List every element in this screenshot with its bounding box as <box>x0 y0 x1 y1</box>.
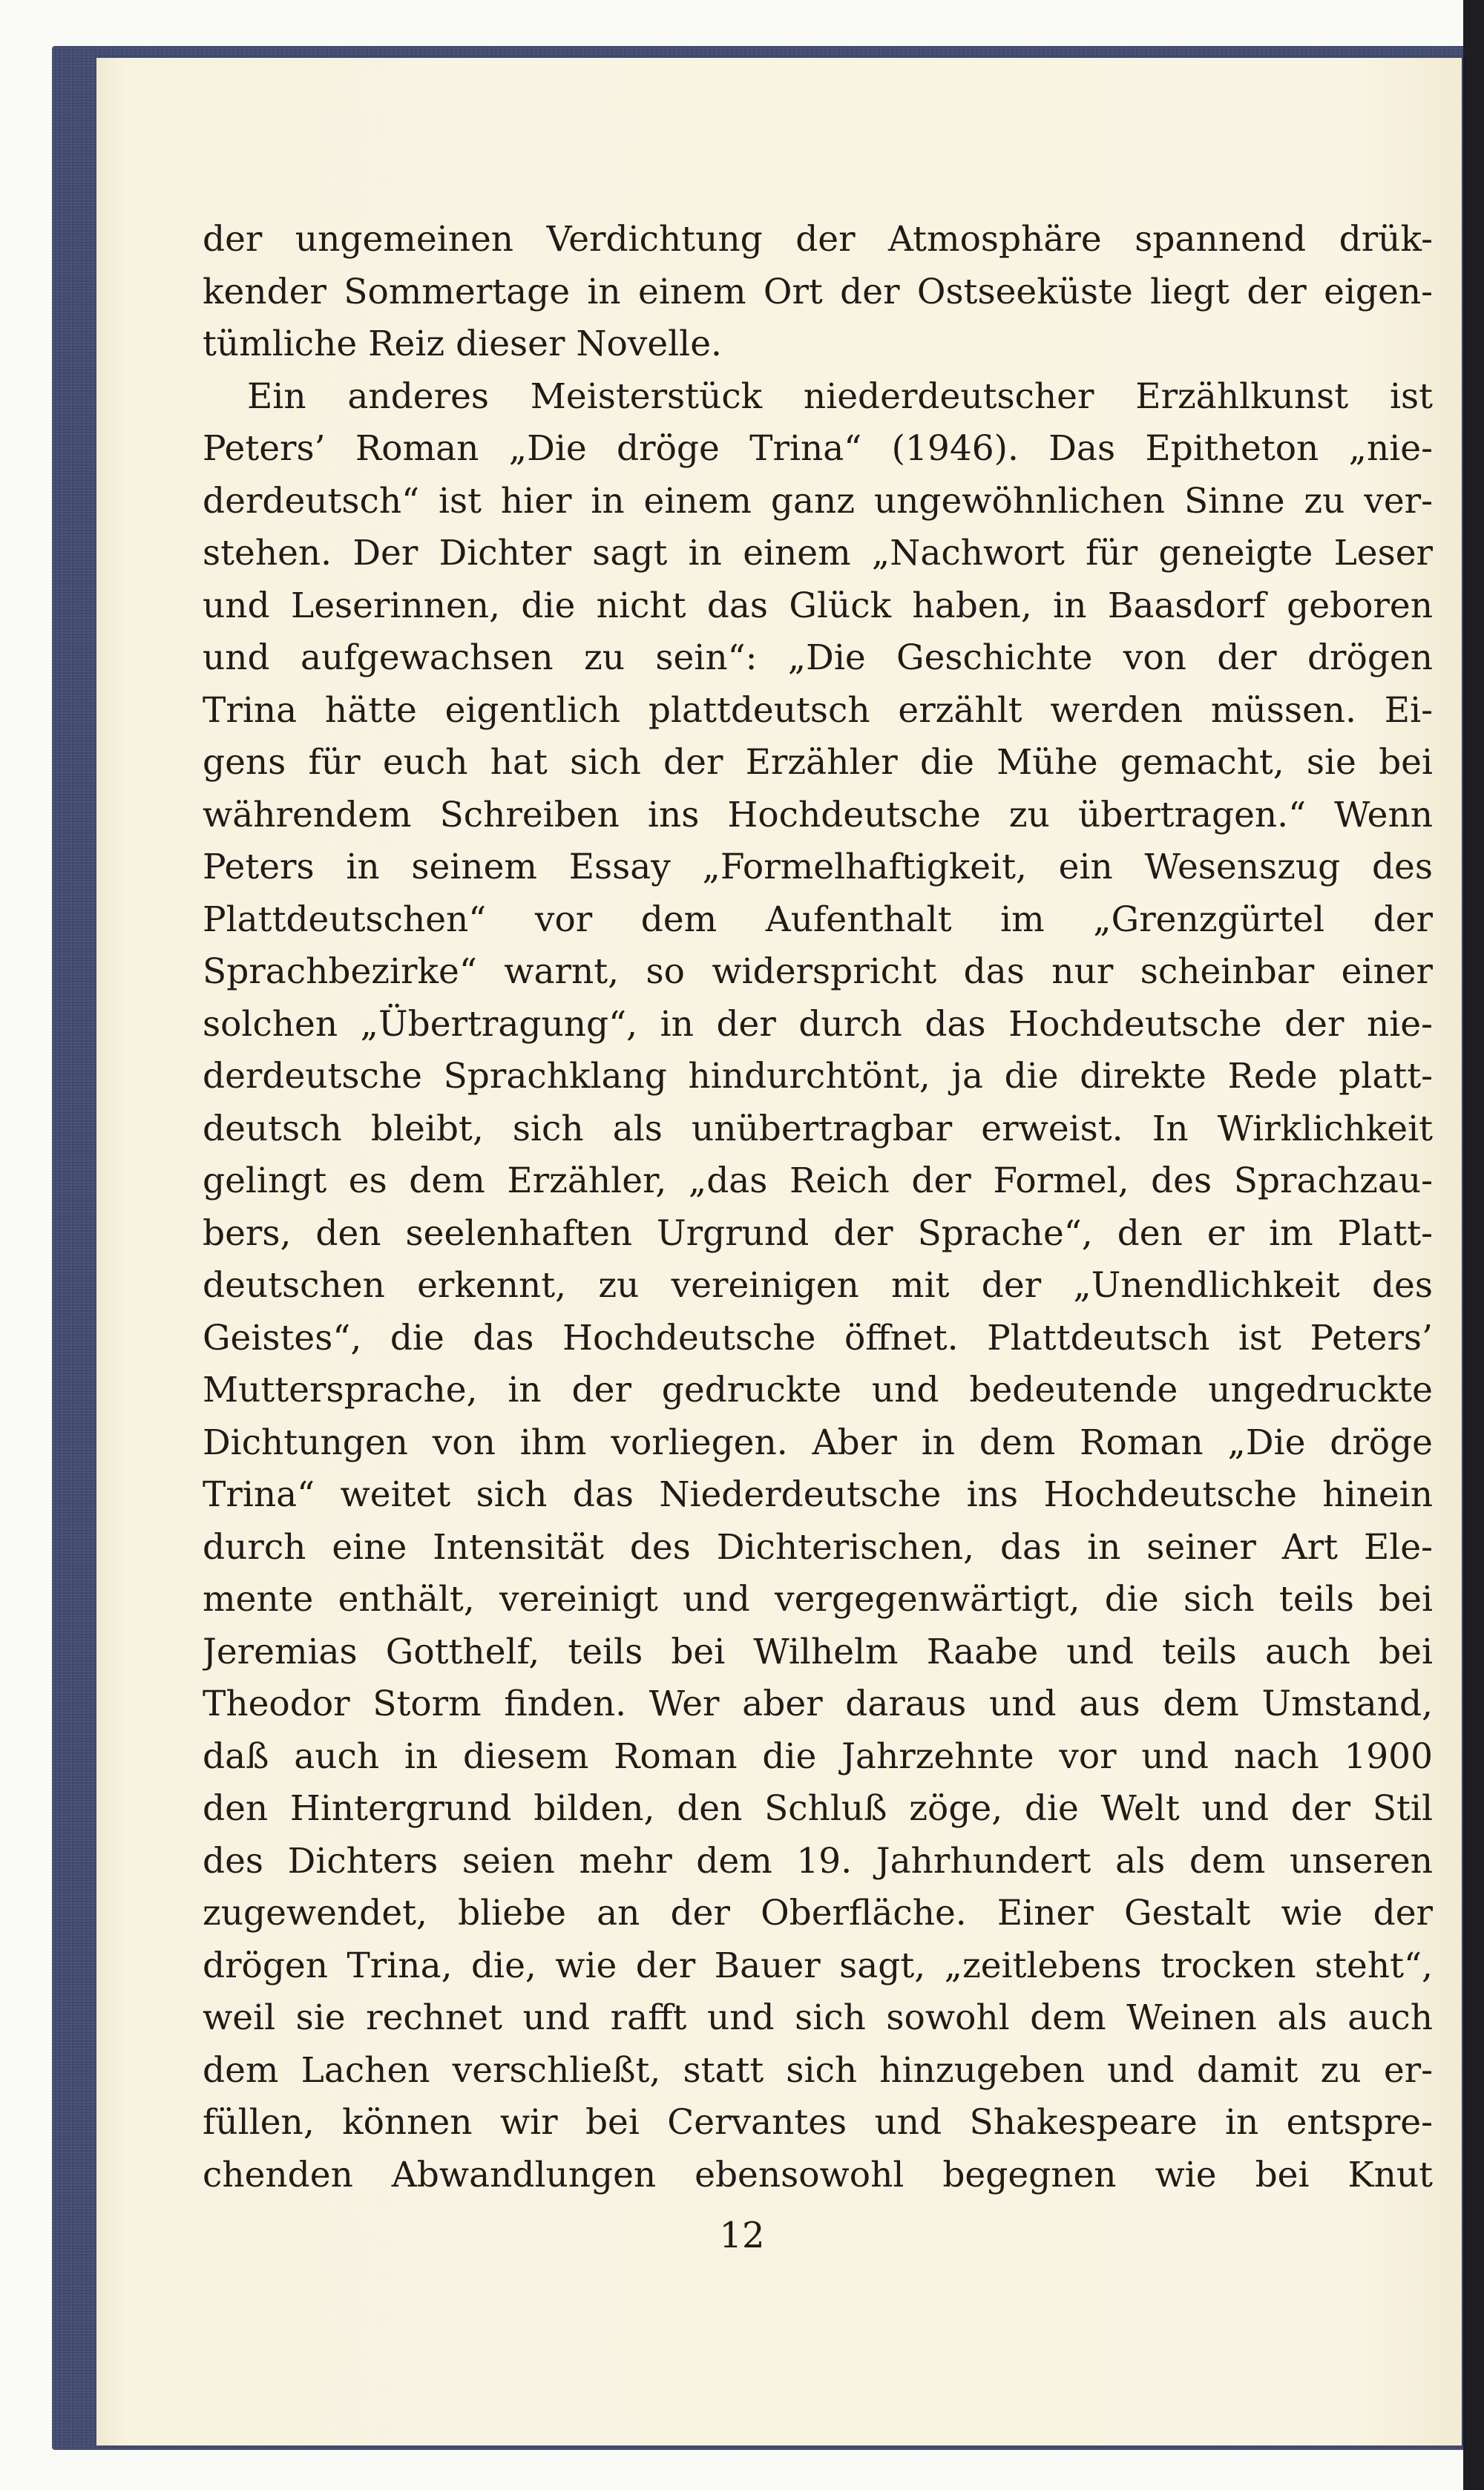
book-edge-shadow <box>1463 0 1484 2490</box>
text-line: Trina hätte eigentlich plattdeutsch erzählt werden müssen. Ei- <box>203 689 1433 731</box>
text-line: deutsch bleibt, sich als unübertragbar erweist. In Wirklichkeit <box>203 1108 1433 1149</box>
text-line: Peters’ Roman „Die dröge Trina“ (1946). Das Epitheton „nie- <box>203 428 1433 469</box>
text-line: gelingt es dem Erzähler, „das Reich der Formel, des Sprachzau- <box>203 1160 1433 1201</box>
text-line: Theodor Storm finden. Wer aber daraus und aus dem Umstand, <box>203 1683 1433 1724</box>
text-line: dem Lachen verschließt, statt sich hinzugeben und damit zu er- <box>203 2049 1433 2091</box>
text-line: und aufgewachsen zu sein“: „Die Geschichte von der drögen <box>203 637 1433 678</box>
text-line: solchen „Übertragung“, in der durch das Hochdeutsche der nie- <box>203 1003 1433 1045</box>
text-line: Sprachbezirke“ warnt, so widerspricht das nur scheinbar einer <box>203 951 1433 992</box>
text-line: und Leserinnen, die nicht das Glück haben, in Baasdorf geboren <box>203 585 1433 626</box>
text-line: zugewendet, bliebe an der Oberfläche. Einer Gestalt wie der <box>203 1893 1433 1934</box>
body-text <box>203 214 1433 2201</box>
text-line: deutschen erkennt, zu vereinigen mit der „Unendlichkeit des <box>203 1265 1433 1306</box>
text-line: Plattdeutschen“ vor dem Aufenthalt im „Grenzgürtel der <box>203 899 1433 940</box>
page-number: 12 <box>719 2215 765 2256</box>
text-line: Geistes“, die das Hochdeutsche öffnet. Plattdeutsch ist Peters’ <box>203 1317 1433 1359</box>
text-line: Jeremias Gotthelf, teils bei Wilhelm Raabe und teils auch bei <box>203 1631 1433 1672</box>
text-line: derdeutsche Sprachklang hindurchtönt, ja die direkte Rede platt- <box>203 1056 1433 1097</box>
text-line: gens für euch hat sich der Erzähler die Mühe gemacht, sie bei <box>203 742 1433 783</box>
text-line: Ein anderes Meisterstück niederdeutscher Erzählkunst ist <box>247 375 1433 417</box>
text-line: währendem Schreiben ins Hochdeutsche zu übertragen.“ Wenn <box>203 794 1433 835</box>
text-line: Peters in seinem Essay „Formelhaftigkeit, ein Wesenszug des <box>203 847 1433 887</box>
text-line: drögen Trina, die, wie der Bauer sagt, „zeitlebens trocken steht“, <box>203 1945 1433 1986</box>
text-line: bers, den seelenhaften Urgrund der Sprache“, den er im Platt- <box>203 1212 1433 1254</box>
text-line: der ungemeinen Verdichtung der Atmosphäre spannend drük- <box>203 219 1433 260</box>
text-line: Trina“ weitet sich das Niederdeutsche ins Hochdeutsche hinein <box>203 1474 1433 1515</box>
text-line: Muttersprache, in der gedruckte und bedeutende ungedruckte <box>203 1370 1433 1410</box>
text-line: Dichtungen von ihm vorliegen. Aber in dem Roman „Die dröge <box>203 1422 1433 1463</box>
text-line: daß auch in diesem Roman die Jahrzehnte vor und nach 1900 <box>203 1735 1433 1777</box>
text-line: stehen. Der Dichter sagt in einem „Nachwort für geneigte Leser <box>203 533 1433 574</box>
text-line: derdeutsch“ ist hier in einem ganz ungewöhnlichen Sinne zu ver- <box>203 480 1433 522</box>
text-line: den Hintergrund bilden, den Schluß zöge, die Welt und der Stil <box>203 1788 1433 1829</box>
text-line: des Dichters seien mehr dem 19. Jahrhundert als dem unseren <box>203 1840 1433 1882</box>
text-line: kender Sommertage in einem Ort der Ostseeküste liegt der eigen- <box>203 271 1433 312</box>
text-line: tümliche Reiz dieser Novelle. <box>203 323 722 364</box>
text-line: mente enthält, vereinigt und vergegenwärtigt, die sich teils bei <box>203 1579 1433 1620</box>
text-line: füllen, können wir bei Cervantes und Shakespeare in entspre- <box>203 2102 1433 2143</box>
text-line: weil sie rechnet und rafft und sich sowohl dem Weinen als auch <box>203 1997 1433 2038</box>
text-line: durch eine Intensität des Dichterischen, das in seiner Art Ele- <box>203 1526 1433 1568</box>
text-line: chenden Abwandlungen ebensowohl begegnen wie bei Knut <box>203 2154 1433 2195</box>
